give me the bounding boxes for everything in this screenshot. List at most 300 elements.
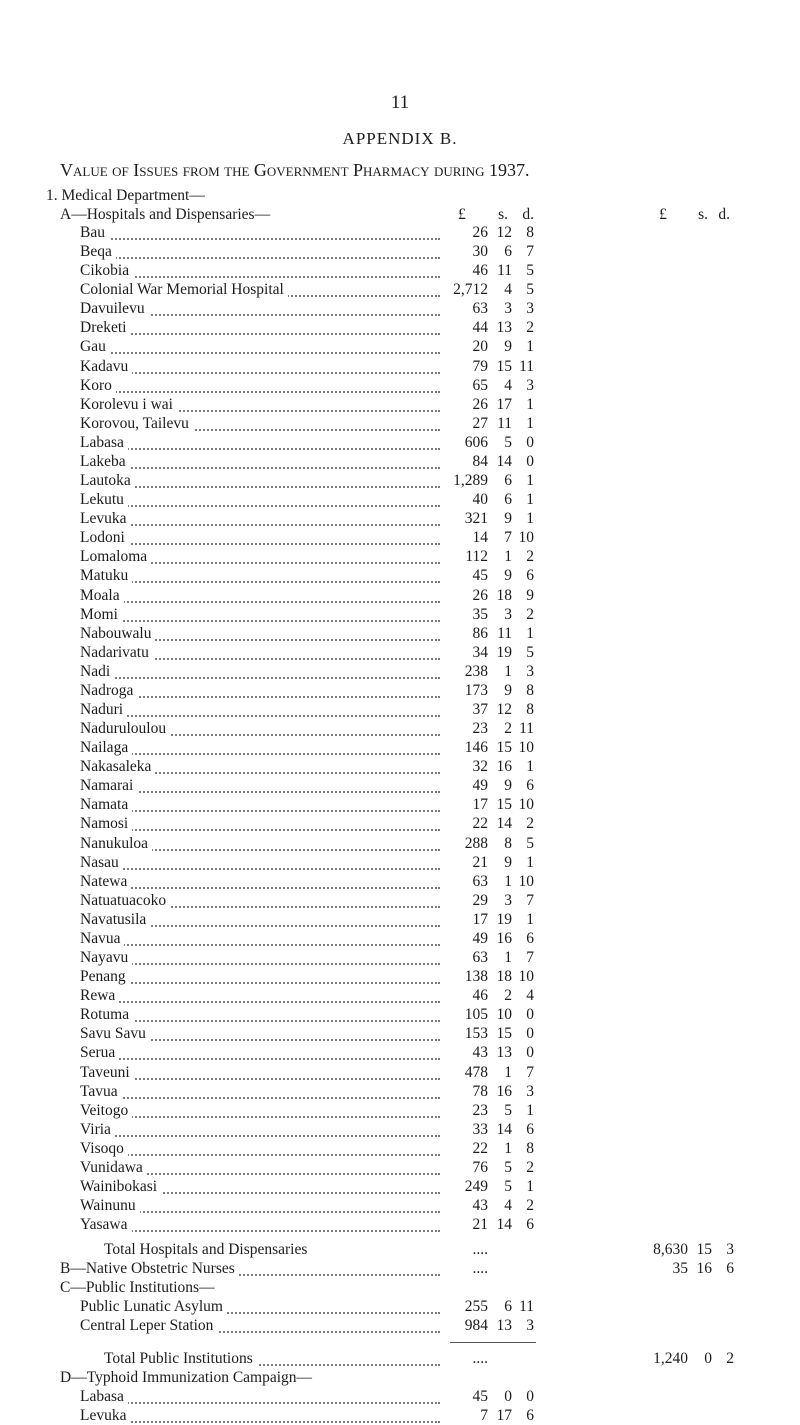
hospital-row <box>0 338 800 356</box>
row-label: Cikobia <box>80 262 133 280</box>
shillings-value: 13 <box>496 319 512 336</box>
typhoid-row <box>0 1388 800 1406</box>
shillings-value: 9 <box>504 567 512 584</box>
pounds-value: 22 <box>472 815 488 832</box>
pence-value: 1 <box>526 1102 534 1119</box>
pence-value: 8 <box>526 224 534 241</box>
pounds-value: 2,712 <box>453 281 488 298</box>
shillings-value: 16 <box>496 758 512 775</box>
hospital-row <box>0 491 800 509</box>
pence-value: 6 <box>526 567 534 584</box>
pence-value: 2 <box>526 815 534 832</box>
pence-value: 1 <box>526 338 534 355</box>
dot-leader <box>80 257 440 259</box>
dot-leader <box>80 868 440 870</box>
pounds-value: 86 <box>472 625 488 642</box>
shillings-value: 17 <box>496 396 512 413</box>
row-label: B—Native Obstetric Nurses <box>60 1260 239 1278</box>
col1-shilling-header: s. <box>498 206 508 223</box>
dot-leader <box>80 581 440 583</box>
shillings-value: 5 <box>504 1102 512 1119</box>
row-label: Namarai <box>80 777 137 795</box>
pence-value: 0 <box>526 1006 534 1023</box>
pounds-value: 23 <box>472 1102 488 1119</box>
pence-value: 1 <box>526 911 534 928</box>
pounds-value: 49 <box>472 777 488 794</box>
pence-value: 4 <box>526 987 534 1004</box>
row-label: Public Lunatic Asylum <box>80 1298 227 1316</box>
pence-value: 6 <box>526 1216 534 1233</box>
pounds-value: 22 <box>472 1140 488 1157</box>
row-label: Nadi <box>80 663 114 681</box>
total-institutions-ellipsis: .... <box>472 1350 488 1367</box>
shillings-value: 6 <box>504 491 512 508</box>
dot-leader <box>80 333 440 335</box>
hospital-row <box>0 472 800 490</box>
pence-value: 6 <box>526 1407 534 1424</box>
shillings-value: 6 <box>504 1298 512 1315</box>
main-title: Value of Issues from the Government Pharmacy during 1937. <box>60 160 530 180</box>
pounds-value: 20 <box>472 338 488 355</box>
section-1-heading: 1. Medical Department— <box>46 187 205 204</box>
hospital-row <box>0 758 800 776</box>
hospital-row <box>0 796 800 814</box>
pounds-value: 40 <box>472 491 488 508</box>
pence-value: 3 <box>726 1241 734 1258</box>
total-hospitals-row <box>0 1241 800 1259</box>
appendix-title: APPENDIX B. <box>342 129 458 148</box>
dot-leader <box>80 372 440 374</box>
pence-value: 7 <box>526 949 534 966</box>
shillings-value: 17 <box>496 1407 512 1424</box>
dot-leader <box>80 543 440 545</box>
row-label: Rotuma <box>80 1006 133 1024</box>
shillings-value: 3 <box>504 300 512 317</box>
pounds-value: 26 <box>472 587 488 604</box>
pence-value: 3 <box>526 663 534 680</box>
hospital-row <box>0 587 800 605</box>
row-label: Nailaga <box>80 739 132 757</box>
shillings-value: 15 <box>496 358 512 375</box>
pence-value: 2 <box>726 1350 734 1367</box>
pence-value: 7 <box>526 892 534 909</box>
shillings-value: 18 <box>496 968 512 985</box>
pounds-value: 173 <box>464 682 488 699</box>
dot-leader <box>80 1421 440 1423</box>
pence-value: 1 <box>526 625 534 642</box>
pence-value: 2 <box>526 319 534 336</box>
shillings-value: 2 <box>504 987 512 1004</box>
pounds-value: 37 <box>472 701 488 718</box>
shillings-value: 11 <box>497 625 512 642</box>
pounds-value: 30 <box>472 243 488 260</box>
shillings-value: 19 <box>496 911 512 928</box>
hospital-row <box>0 835 800 853</box>
row-label: Labasa <box>80 1388 128 1406</box>
dot-leader <box>80 1230 440 1232</box>
row-label: Nabouwalu <box>80 625 155 643</box>
pounds-value: 63 <box>472 300 488 317</box>
pounds-value: 29 <box>472 892 488 909</box>
pounds-value: 8,630 <box>653 1241 688 1258</box>
shillings-value: 14 <box>496 1121 512 1138</box>
row-label: Levuka <box>80 510 130 528</box>
pence-value: 5 <box>526 835 534 852</box>
section-a-heading: A—Hospitals and Dispensaries— <box>60 206 271 223</box>
row-label: Lomaloma <box>80 548 151 566</box>
pounds-value: 17 <box>472 796 488 813</box>
shillings-value: 9 <box>504 777 512 794</box>
row-label: Navua <box>80 930 124 948</box>
row-label: Bau <box>80 224 109 242</box>
pounds-value: 27 <box>472 415 488 432</box>
row-label: Davuilevu <box>80 300 149 318</box>
pence-value: 1 <box>526 1178 534 1195</box>
row-label: Tavua <box>80 1083 122 1101</box>
pence-value: 1 <box>526 396 534 413</box>
pence-value: 8 <box>526 682 534 699</box>
pounds-value: 26 <box>472 224 488 241</box>
dot-leader <box>80 1135 440 1137</box>
row-label: Namosi <box>80 815 132 833</box>
dot-leader <box>80 887 440 889</box>
pence-value: 5 <box>526 281 534 298</box>
pounds-value: 288 <box>464 835 488 852</box>
section-d-heading <box>0 1369 800 1387</box>
pounds-value: 105 <box>464 1006 488 1023</box>
row-label: Lekutu <box>80 491 128 509</box>
row-label: Gau <box>80 338 110 356</box>
pence-value: 6 <box>726 1260 734 1277</box>
shillings-value: 14 <box>496 453 512 470</box>
hospital-row <box>0 1006 800 1024</box>
hospital-row <box>0 949 800 967</box>
row-label: Wainibokasi <box>80 1178 161 1196</box>
row-label: Nanukuloa <box>80 835 152 853</box>
dot-leader <box>80 448 440 450</box>
hospital-row <box>0 644 800 662</box>
pence-value: 11 <box>519 720 534 737</box>
shillings-value: 16 <box>496 930 512 947</box>
dot-leader <box>80 944 440 946</box>
pence-value: 1 <box>526 415 534 432</box>
hospital-row <box>0 281 800 299</box>
hospital-row <box>0 739 800 757</box>
row-label: Nasau <box>80 854 123 872</box>
pounds-value: 7 <box>480 1407 488 1424</box>
shillings-value: 12 <box>496 224 512 241</box>
pence-value: 1 <box>526 510 534 527</box>
pence-value: 10 <box>518 739 534 756</box>
dot-leader <box>80 620 440 622</box>
row-label: Naduruloulou <box>80 720 170 738</box>
pence-value: 7 <box>526 1064 534 1081</box>
hospital-row <box>0 319 800 337</box>
dot-leader <box>80 1078 440 1080</box>
hospital-row <box>0 663 800 681</box>
hospital-row <box>0 1197 800 1215</box>
hospital-row <box>0 1178 800 1196</box>
row-label: Naduri <box>80 701 127 719</box>
row-label: Rewa <box>80 987 119 1005</box>
row-label: Lodoni <box>80 529 129 547</box>
hospital-row <box>0 567 800 585</box>
hospital-row <box>0 987 800 1005</box>
pounds-value: 249 <box>464 1178 488 1195</box>
dot-leader <box>80 963 440 965</box>
hospital-row <box>0 701 800 719</box>
pounds-value: 78 <box>472 1083 488 1100</box>
hospital-row <box>0 300 800 318</box>
pounds-value: 35 <box>672 1260 688 1277</box>
subtotal-rule <box>450 1342 536 1343</box>
shillings-value: 4 <box>504 281 512 298</box>
hospital-row <box>0 720 800 738</box>
pounds-value: 63 <box>472 873 488 890</box>
dot-leader <box>80 467 440 469</box>
pence-value: 2 <box>526 1159 534 1176</box>
institution-row <box>0 1317 800 1335</box>
hospital-row <box>0 377 800 395</box>
hospital-row <box>0 396 800 414</box>
shillings-value: 1 <box>504 1140 512 1157</box>
col2-pound-header: £ <box>659 206 667 223</box>
shillings-value: 9 <box>504 854 512 871</box>
pence-value: 3 <box>526 300 534 317</box>
dot-leader <box>80 505 440 507</box>
dot-leader <box>80 601 440 603</box>
shillings-value: 12 <box>496 701 512 718</box>
hospital-row <box>0 548 800 566</box>
shillings-value: 15 <box>496 739 512 756</box>
shillings-value: 9 <box>504 510 512 527</box>
pounds-value: 21 <box>472 1216 488 1233</box>
shillings-value: 6 <box>504 472 512 489</box>
shillings-value: 13 <box>496 1317 512 1334</box>
row-label: Colonial War Memorial Hospital <box>80 281 288 299</box>
shillings-value: 18 <box>496 587 512 604</box>
pounds-value: 84 <box>472 453 488 470</box>
shillings-value: 11 <box>497 262 512 279</box>
row-label: Korolevu i wai <box>80 396 177 414</box>
shillings-value: 3 <box>504 606 512 623</box>
pence-value: 6 <box>526 930 534 947</box>
shillings-value: 4 <box>504 377 512 394</box>
pence-value: 0 <box>526 434 534 451</box>
hospital-row <box>0 243 800 261</box>
hospital-row <box>0 968 800 986</box>
pence-value: 11 <box>519 358 534 375</box>
pounds-value: 21 <box>472 854 488 871</box>
pence-value: 1 <box>526 758 534 775</box>
shillings-value: 8 <box>504 835 512 852</box>
pence-value: 2 <box>526 606 534 623</box>
row-label: Nakasaleka <box>80 758 155 776</box>
pence-value: 11 <box>519 1298 534 1315</box>
dot-leader <box>80 753 440 755</box>
row-label: Labasa <box>80 434 128 452</box>
shillings-value: 13 <box>496 1044 512 1061</box>
pence-value: 10 <box>518 529 534 546</box>
hospital-row <box>0 415 800 433</box>
hospital-row <box>0 1044 800 1062</box>
hospital-row <box>0 453 800 471</box>
row-label: Navatusila <box>80 911 150 929</box>
hospital-row <box>0 1121 800 1139</box>
pence-value: 10 <box>518 873 534 890</box>
pounds-value: 146 <box>464 739 488 756</box>
shillings-value: 14 <box>496 815 512 832</box>
pounds-value: 44 <box>472 319 488 336</box>
pounds-value: 138 <box>464 968 488 985</box>
pence-value: 3 <box>526 377 534 394</box>
pounds-value: 14 <box>472 529 488 546</box>
pence-value: 1 <box>526 491 534 508</box>
pounds-value: 45 <box>472 567 488 584</box>
row-label: Savu Savu <box>80 1025 150 1043</box>
row-label: Visoqo <box>80 1140 128 1158</box>
shillings-value: 10 <box>496 1006 512 1023</box>
row-label: Veitogo <box>80 1102 132 1120</box>
hospital-row <box>0 911 800 929</box>
pounds-value: 43 <box>472 1044 488 1061</box>
pounds-value: 32 <box>472 758 488 775</box>
pounds-value: 478 <box>464 1064 488 1081</box>
dot-leader <box>80 1116 440 1118</box>
pence-value: 6 <box>526 1121 534 1138</box>
pounds-value: 255 <box>464 1298 488 1315</box>
shillings-value: 14 <box>496 1216 512 1233</box>
pence-value: 3 <box>526 1083 534 1100</box>
pounds-value: 65 <box>472 377 488 394</box>
pounds-value: 238 <box>464 663 488 680</box>
row-label: Lautoka <box>80 472 135 490</box>
shillings-value: 16 <box>496 1083 512 1100</box>
row-label: Momi <box>80 606 122 624</box>
pence-value: 3 <box>526 1317 534 1334</box>
pence-value: 1 <box>526 472 534 489</box>
pence-value: 0 <box>526 1025 534 1042</box>
dot-leader <box>80 1097 440 1099</box>
pence-value: 2 <box>526 548 534 565</box>
pounds-value: 45 <box>472 1388 488 1405</box>
hospital-row <box>0 1083 800 1101</box>
dot-leader <box>80 391 440 393</box>
pence-value: 0 <box>526 453 534 470</box>
dot-leader <box>80 352 440 354</box>
dot-leader <box>80 1154 440 1156</box>
hospital-row <box>0 529 800 547</box>
pounds-value: 33 <box>472 1121 488 1138</box>
row-label: Kadavu <box>80 358 132 376</box>
dot-leader <box>80 1020 440 1022</box>
pounds-value: 79 <box>472 358 488 375</box>
pounds-value: 46 <box>472 262 488 279</box>
hospital-row <box>0 434 800 452</box>
hospital-row <box>0 1064 800 1082</box>
row-label: Natuatuacoko <box>80 892 170 910</box>
dot-leader <box>80 1001 440 1003</box>
row-label: Vunidawa <box>80 1159 147 1177</box>
hospital-row <box>0 930 800 948</box>
row-label: Lakeba <box>80 453 130 471</box>
row-label: Penang <box>80 968 130 986</box>
shillings-value: 15 <box>696 1241 712 1258</box>
shillings-value: 1 <box>504 548 512 565</box>
page-number: 11 <box>390 92 410 113</box>
hospital-row <box>0 510 800 528</box>
total-institutions-row <box>0 1350 800 1368</box>
hospital-row <box>0 1102 800 1120</box>
shillings-value: 5 <box>504 434 512 451</box>
shillings-value: 15 <box>496 1025 512 1042</box>
row-label: Total Public Institutions <box>104 1350 257 1368</box>
row-label: Yasawa <box>80 1216 132 1234</box>
shillings-value: 4 <box>504 1197 512 1214</box>
row-label: C—Public Institutions— <box>60 1279 219 1297</box>
shillings-value: 1 <box>504 663 512 680</box>
row-label: Matuku <box>80 567 132 585</box>
pounds-value: 49 <box>472 930 488 947</box>
pence-value: 0 <box>526 1388 534 1405</box>
pounds-value: 112 <box>465 548 488 565</box>
shillings-value: 1 <box>504 873 512 890</box>
pounds-value: 1,289 <box>453 472 488 489</box>
shillings-value: 1 <box>504 949 512 966</box>
pence-value: 10 <box>518 968 534 985</box>
shillings-value: 0 <box>504 1388 512 1405</box>
pounds-value: 23 <box>472 720 488 737</box>
row-label: Beqa <box>80 243 116 261</box>
shillings-value: 3 <box>504 892 512 909</box>
row-label: D—Typhoid Immunization Campaign— <box>60 1369 316 1387</box>
shillings-value: 5 <box>504 1178 512 1195</box>
dot-leader <box>80 524 440 526</box>
row-label: Central Leper Station <box>80 1317 217 1335</box>
shillings-value: 19 <box>496 644 512 661</box>
row-label: Nayavu <box>80 949 132 967</box>
hospital-row <box>0 682 800 700</box>
shillings-value: 9 <box>504 338 512 355</box>
total-hospitals-ellipsis: .... <box>472 1241 488 1258</box>
hospital-row <box>0 1025 800 1043</box>
shillings-value: 16 <box>696 1260 712 1277</box>
row-label: Koro <box>80 377 116 395</box>
dot-leader <box>80 982 440 984</box>
hospital-row <box>0 1159 800 1177</box>
row-label: Serua <box>80 1044 119 1062</box>
pounds-value: 35 <box>472 606 488 623</box>
shillings-value: 0 <box>704 1350 712 1367</box>
pounds-value: 153 <box>464 1025 488 1042</box>
col2-pence-header: d. <box>718 206 730 223</box>
row-label: Dreketi <box>80 319 130 337</box>
pounds-value: 46 <box>472 987 488 1004</box>
hospital-row <box>0 1216 800 1234</box>
hospital-row <box>0 777 800 795</box>
pence-value: 5 <box>526 644 534 661</box>
pounds-value: 606 <box>464 434 488 451</box>
col1-pound-header: £ <box>458 206 466 223</box>
section-c-heading <box>0 1279 800 1297</box>
pence-value: 6 <box>526 777 534 794</box>
shillings-value: 11 <box>497 415 512 432</box>
row-label: Korovou, Tailevu <box>80 415 193 433</box>
native-nurses-row <box>0 1260 800 1278</box>
row-label: Natewa <box>80 873 131 891</box>
col2-shilling-header: s. <box>698 206 708 223</box>
pounds-value: 43 <box>472 1197 488 1214</box>
